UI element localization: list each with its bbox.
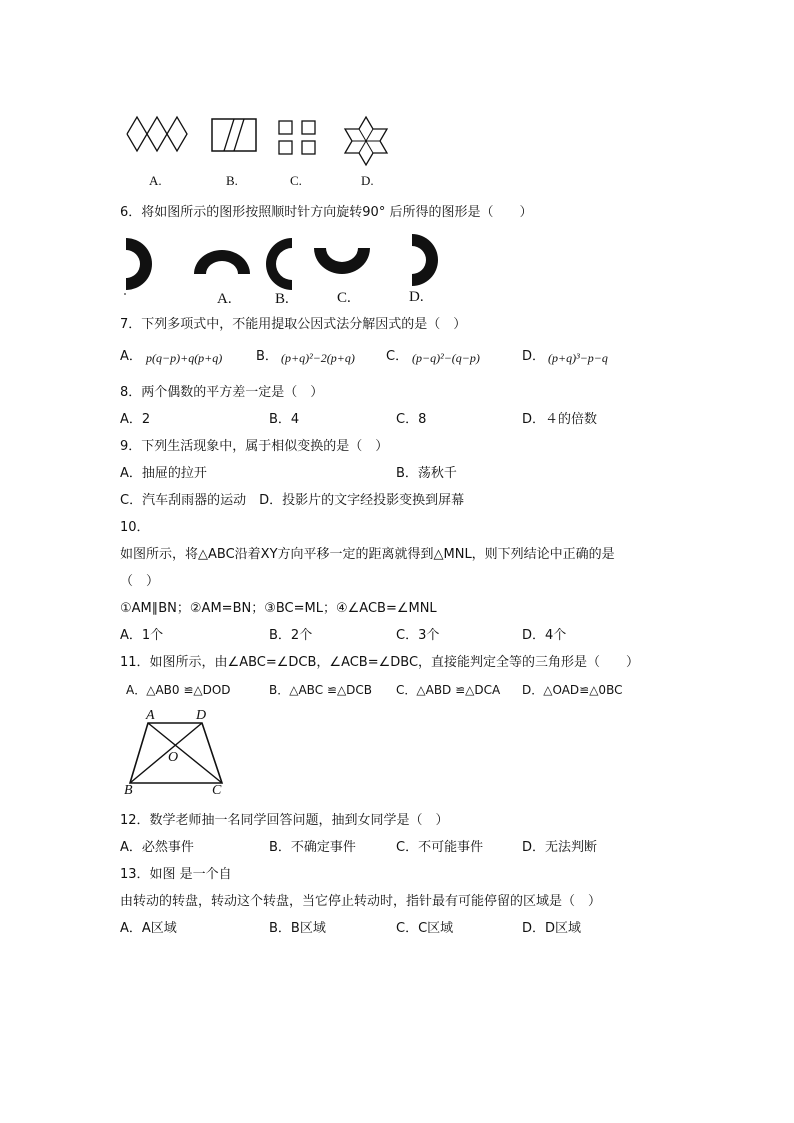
q13-option-d: D．D区域 (522, 921, 582, 936)
q10-option-a: A．1个 (120, 628, 164, 643)
q12-option-a: A．必然事件 (120, 840, 194, 855)
q6-label-b: B. (275, 291, 289, 307)
q5-figure-a (125, 115, 195, 155)
q10-option-b: B．2个 (269, 628, 313, 643)
q10-number: 10． (120, 520, 150, 535)
q6-original-figure (122, 232, 162, 296)
q11-point-d: D (196, 708, 207, 723)
q5-label-c: C. (290, 173, 302, 188)
q8-stem: 8．两个偶数的平方差一定是（ ） (120, 385, 324, 400)
q10-statements: ①AM∥BN；②AM=BN；③BC=ML；④∠ACB=∠MNL (120, 601, 437, 616)
q6-stem: 6．将如图所示的图形按照顺时针方向旋转90° 后所得的图形是（ ） (120, 205, 533, 220)
q8-option-c: C．8 (396, 412, 427, 427)
q7-option-a-label: A． (120, 349, 142, 364)
q10-option-d: D．4个 (522, 628, 567, 643)
q13-option-b: B．B区域 (269, 921, 326, 936)
q5-figure-b (210, 117, 260, 157)
q12-option-b: B．不确定事件 (269, 840, 356, 855)
q10-paren: （ ） (120, 574, 160, 589)
q10-option-c: C．3个 (396, 628, 440, 643)
q12-option-d: D．无法判断 (522, 840, 598, 855)
q10-stem: 如图所示，将△ABC沿着XY方向平移一定的距离就得到△MNL，则下列结论中正确的是 (120, 547, 615, 562)
q11-point-o: O (168, 750, 179, 765)
q6-option-c-figure (310, 244, 374, 278)
q7-option-c-label: C． (386, 349, 409, 364)
q5-label-b: B. (226, 173, 238, 188)
q7-option-a-expr: p(q−p)+q(p+q) (146, 351, 223, 365)
q13-option-a: A．A区域 (120, 921, 177, 936)
q11-option-b: B．△ABC ≌△DCB (269, 683, 373, 697)
q11-option-d: D．△OAD≌△0BC (522, 683, 623, 697)
q11-option-c: C．△ABD ≌△DCA (396, 683, 501, 697)
q6-label-d: D. (409, 289, 424, 305)
q5-figure-c (277, 119, 321, 159)
q7-option-c-expr: (p−q)²−(q−p) (412, 351, 480, 365)
q13-line-2: 由转动的转盘，转动这个转盘，当它停止转动时，指针最有可能停留的区域是（ ） (120, 894, 602, 909)
q9-stem: 9．下列生活现象中，属于相似变换的是（ ） (120, 439, 389, 454)
q7-option-d-label: D． (522, 349, 546, 364)
q11-point-b: B (124, 783, 133, 798)
q11-option-a: A．△AB0 ≌△DOD (126, 683, 231, 697)
q12-stem: 12．数学老师抽一名同学回答问题，抽到女同学是（ ） (120, 813, 449, 828)
q6-option-b-figure (262, 234, 302, 294)
q7-option-b-expr: (p+q)²−2(p+q) (281, 351, 355, 365)
q6-option-d-figure (408, 230, 448, 290)
q11-stem: 11．如图所示，由∠ABC=∠DCB，∠ACB=∠DBC，直接能判定全等的三角形是（ ） (120, 655, 640, 670)
q13-option-c: C．C区域 (396, 921, 454, 936)
q8-option-a: A．2 (120, 412, 151, 427)
q6-label-a: A. (217, 291, 232, 307)
q9-option-a: A．抽屉的拉开 (120, 466, 207, 481)
q11-point-c: C (212, 783, 222, 798)
q9-option-b: B．荡秋千 (396, 466, 457, 481)
q5-label-a: A. (149, 173, 162, 188)
q7-stem: 7．下列多项式中，不能用提取公因式法分解因式的是（ ） (120, 317, 467, 332)
q11-point-a: A (146, 708, 155, 723)
q8-option-d: D．４的倍数 (522, 412, 598, 427)
q6-option-a-figure (190, 246, 254, 280)
q8-option-b: B．4 (269, 412, 300, 427)
q9-option-cd: C．汽车刮雨器的运动 D．投影片的文字经投影变换到屏幕 (120, 493, 465, 508)
q7-option-b-label: B． (256, 349, 278, 364)
q6-label-c: C. (337, 290, 351, 306)
q13-line-1: 13．如图 是一个自 (120, 867, 232, 882)
q5-figure-d (340, 115, 396, 167)
q7-option-d-expr: (p+q)³−p−q (548, 351, 608, 365)
q12-option-c: C．不可能事件 (396, 840, 484, 855)
q5-label-d: D. (361, 173, 374, 188)
